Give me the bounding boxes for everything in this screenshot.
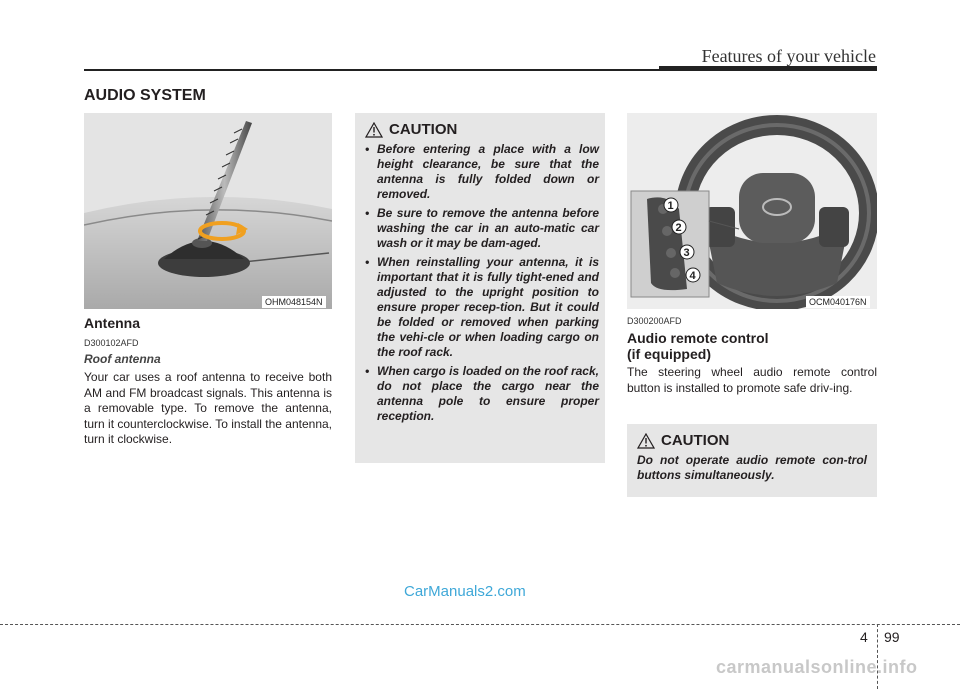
- caution-heading: [365, 121, 605, 138]
- header-rule: [84, 69, 659, 71]
- audio-remote-heading: [627, 330, 769, 362]
- chapter-number: 4: [860, 629, 868, 645]
- callout-2: 2: [675, 222, 682, 234]
- warning-triangle-icon: [637, 433, 655, 449]
- antenna-heading: Antenna: [84, 315, 140, 331]
- header-title: Features of your vehicle: [701, 46, 876, 66]
- caution-heading: [637, 432, 877, 449]
- header-rule-accent: [659, 66, 877, 71]
- caution-label: CAUTION: [389, 121, 458, 138]
- watermark-link[interactable]: CarManuals2.com: [404, 583, 526, 600]
- footer-rule: [0, 624, 960, 625]
- callout-1: 1: [667, 200, 674, 212]
- caution-item: • Before entering a place with a low height clearance, be sure that the antenna is fully folded down or removed.: [361, 142, 599, 202]
- caution-item: • When cargo is loaded on the roof rack, do not place the cargo near the antenna pole to ensure proper reception.: [361, 364, 599, 424]
- section-title: AUDIO SYSTEM: [84, 87, 206, 104]
- footer-site-watermark[interactable]: carmanualsonline.info: [716, 657, 918, 677]
- image-caption: OHM048154N: [262, 296, 326, 308]
- caution-item: • Be sure to remove the antenna before washing the car in an auto-matic car wash or it may be dam-aged.: [361, 206, 599, 251]
- roof-antenna-subheading: Roof antenna: [84, 352, 161, 366]
- image-caption: OCM040176N: [806, 296, 870, 308]
- callout-4: 4: [689, 270, 696, 282]
- caution-text: Do not operate audio remote con-trol buttons simultaneously.: [637, 453, 867, 482]
- audio-remote-heading-line1: Audio remote control: [627, 330, 769, 346]
- callout-3: 3: [683, 247, 690, 259]
- antenna-photo: [84, 113, 332, 309]
- caution-label: CAUTION: [661, 432, 730, 449]
- warning-triangle-icon: [365, 122, 383, 138]
- steering-wheel-photo: [627, 113, 877, 309]
- section-code: D300200AFD: [627, 316, 682, 326]
- caution-box-antenna: [355, 113, 605, 463]
- section-code: D300102AFD: [84, 338, 139, 348]
- page-number: 99: [884, 629, 900, 645]
- audio-remote-body-text: The steering wheel audio remote control button is installed to promote safe driv-ing.: [627, 365, 877, 395]
- caution-box-remote: [627, 424, 877, 497]
- caution-list: [361, 142, 599, 424]
- antenna-body-text: Your car uses a roof antenna to receive both AM and FM broadcast signals. This antenna is a removable type. To remove the antenna, turn it counterclockwise. To install the antenna, turn it clockwise.: [84, 370, 332, 446]
- caution-item: • When reinstalling your antenna, it is important that it is fully tight-ened and adjusted to the upright position to ensure proper recep-tion. But it could be folded or removed when parking the vehi-cle or when loading cargo on the roof rack.: [361, 255, 599, 360]
- audio-remote-heading-line2: (if equipped): [627, 346, 711, 362]
